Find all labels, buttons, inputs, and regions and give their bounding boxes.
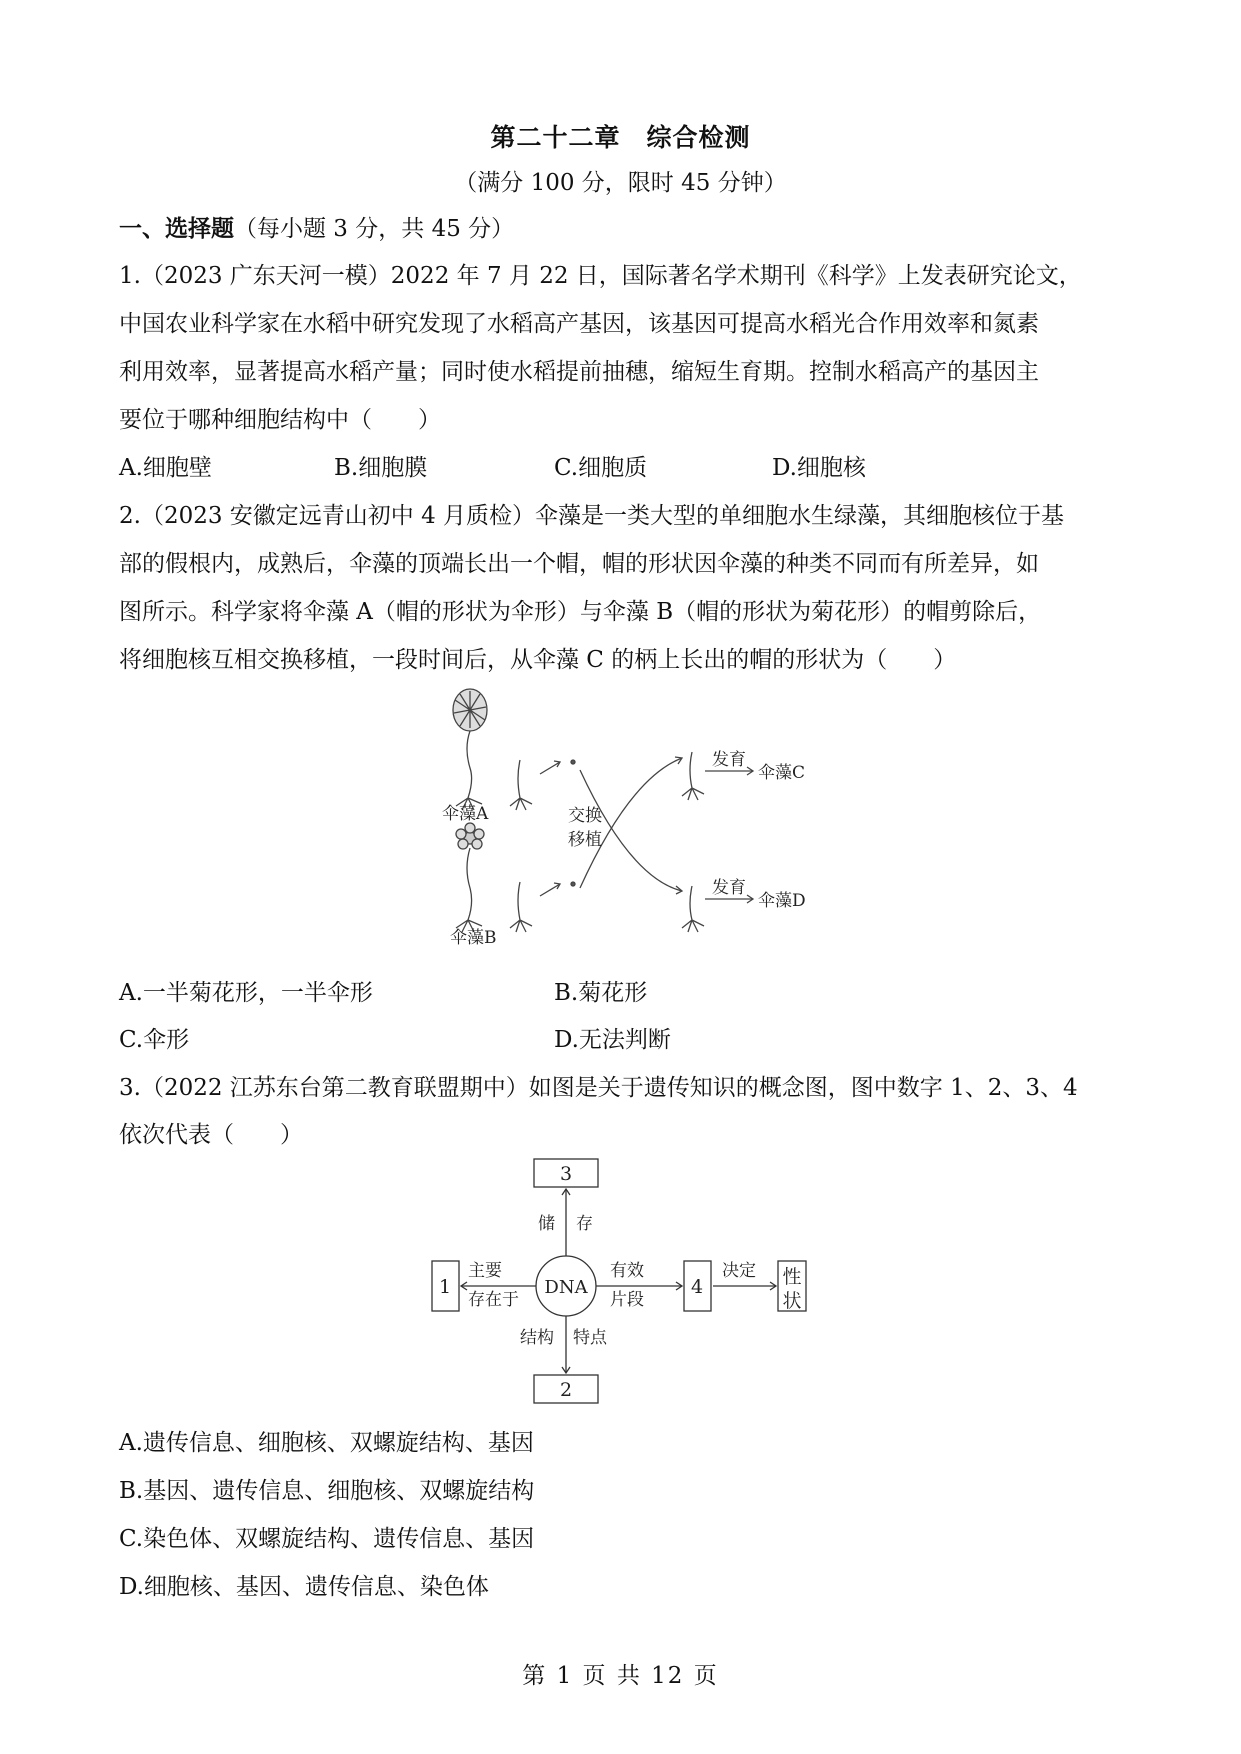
label-b: 伞藻B	[450, 928, 497, 948]
q1-option-a: A.细胞壁	[119, 455, 212, 481]
main-label-2: 存在于	[468, 1290, 519, 1310]
decide-label: 决定	[722, 1261, 756, 1281]
label-d: 伞藻D	[758, 891, 806, 911]
chrysanthemum-cap-icon	[456, 823, 484, 849]
store-label-2: 存	[576, 1214, 593, 1234]
store-label-1: 储	[538, 1214, 555, 1234]
stalk-a-cut	[510, 760, 532, 810]
q2-option-c: C.伞形	[119, 1027, 190, 1053]
q2-line: 将细胞核互相交换移植，一段时间后，从伞藻 C 的柄上长出的帽的形状为（ ）	[119, 647, 957, 673]
section-title: 一、选择题	[119, 215, 234, 242]
effective-label-2: 片段	[610, 1290, 644, 1310]
trait-label-1: 性	[782, 1266, 802, 1288]
q3-option-b: B.基因、遗传信息、细胞核、双螺旋结构	[119, 1478, 535, 1504]
develop-label-d: 发育	[712, 878, 746, 898]
structure-label-2: 特点	[573, 1328, 607, 1348]
stalk-d	[682, 886, 704, 932]
nucleus-a-icon	[571, 760, 575, 764]
label-c: 伞藻C	[758, 763, 806, 783]
effective-label-1: 有效	[610, 1261, 644, 1281]
box-2-label: 2	[559, 1379, 573, 1401]
arrow-b	[540, 884, 560, 896]
q1-option-d: D.细胞核	[772, 455, 866, 481]
q3-line: 3.（2022 江苏东台第二教育联盟期中）如图是关于遗传知识的概念图，图中数字 1、2、3、4	[119, 1075, 1078, 1101]
stalk-b	[467, 848, 472, 920]
box-3-label: 3	[559, 1163, 573, 1185]
exam-info: （满分 100 分，限时 45 分钟）	[454, 170, 787, 196]
q2-line: 2.（2023 安徽定远青山初中 4 月质检）伞藻是一类大型的单细胞水生绿藻，其细胞核位于基	[119, 503, 1065, 529]
q3-option-c: C.染色体、双螺旋结构、遗传信息、基因	[119, 1526, 535, 1552]
q2-option-d: D.无法判断	[554, 1027, 671, 1053]
nucleus-b-icon	[571, 882, 575, 886]
develop-label-c: 发育	[712, 750, 746, 770]
q3-option-d: D.细胞核、基因、遗传信息、染色体	[119, 1574, 489, 1600]
q3-line: 依次代表（ ）	[119, 1122, 303, 1148]
exchange-label-2: 移植	[568, 830, 602, 850]
q1-line: 中国农业科学家在水稻中研究发现了水稻高产基因，该基因可提高水稻光合作用效率和氮素	[119, 311, 1039, 337]
label-a: 伞藻A	[442, 804, 489, 824]
q2-line: 图所示。科学家将伞藻 A（帽的形状为伞形）与伞藻 B（帽的形状为菊花形）的帽剪除后，	[119, 599, 1042, 625]
q1-line: 利用效率，显著提高水稻产量；同时使水稻提前抽穗，缩短生育期。控制水稻高产的基因主	[119, 359, 1039, 385]
arrow-a	[540, 762, 560, 774]
exchange-label-1: 交换	[568, 806, 602, 826]
page-title: 第二十二章 综合检测	[490, 123, 751, 152]
page-number: 第 1 页 共 12 页	[522, 1663, 719, 1689]
q2-option-b: B.菊花形	[554, 980, 648, 1006]
stalk-b-cut	[510, 882, 532, 932]
structure-label-1: 结构	[520, 1328, 554, 1348]
q1-option-b: B.细胞膜	[334, 455, 428, 481]
q2-line: 部的假根内，成熟后，伞藻的顶端长出一个帽，帽的形状因伞藻的种类不同而有所差异，如	[119, 551, 1039, 577]
box-1-label: 1	[438, 1276, 452, 1298]
genetics-concept-map	[430, 1157, 810, 1405]
umbrella-cap-icon	[453, 689, 487, 731]
box-4-label: 4	[690, 1276, 704, 1298]
stalk-a	[467, 731, 472, 798]
q3-option-a: A.遗传信息、细胞核、双螺旋结构、基因	[119, 1430, 534, 1456]
q1-option-c: C.细胞质	[554, 455, 648, 481]
q2-option-a: A.一半菊花形，一半伞形	[119, 980, 373, 1006]
stalk-c	[682, 752, 704, 800]
section-heading	[119, 214, 514, 244]
q1-line: 1.（2023 广东天河一模）2022 年 7 月 22 日，国际著名学术期刊《科学》上发表研究论文，	[119, 263, 1082, 289]
q1-line: 要位于哪种细胞结构中（ ）	[119, 407, 441, 433]
section-note: （每小题 3 分，共 45 分）	[234, 216, 515, 242]
dna-label: DNA	[544, 1277, 588, 1298]
trait-label-2: 状	[782, 1290, 802, 1312]
main-label-1: 主要	[468, 1261, 502, 1281]
acetabularia-figure	[430, 688, 820, 958]
